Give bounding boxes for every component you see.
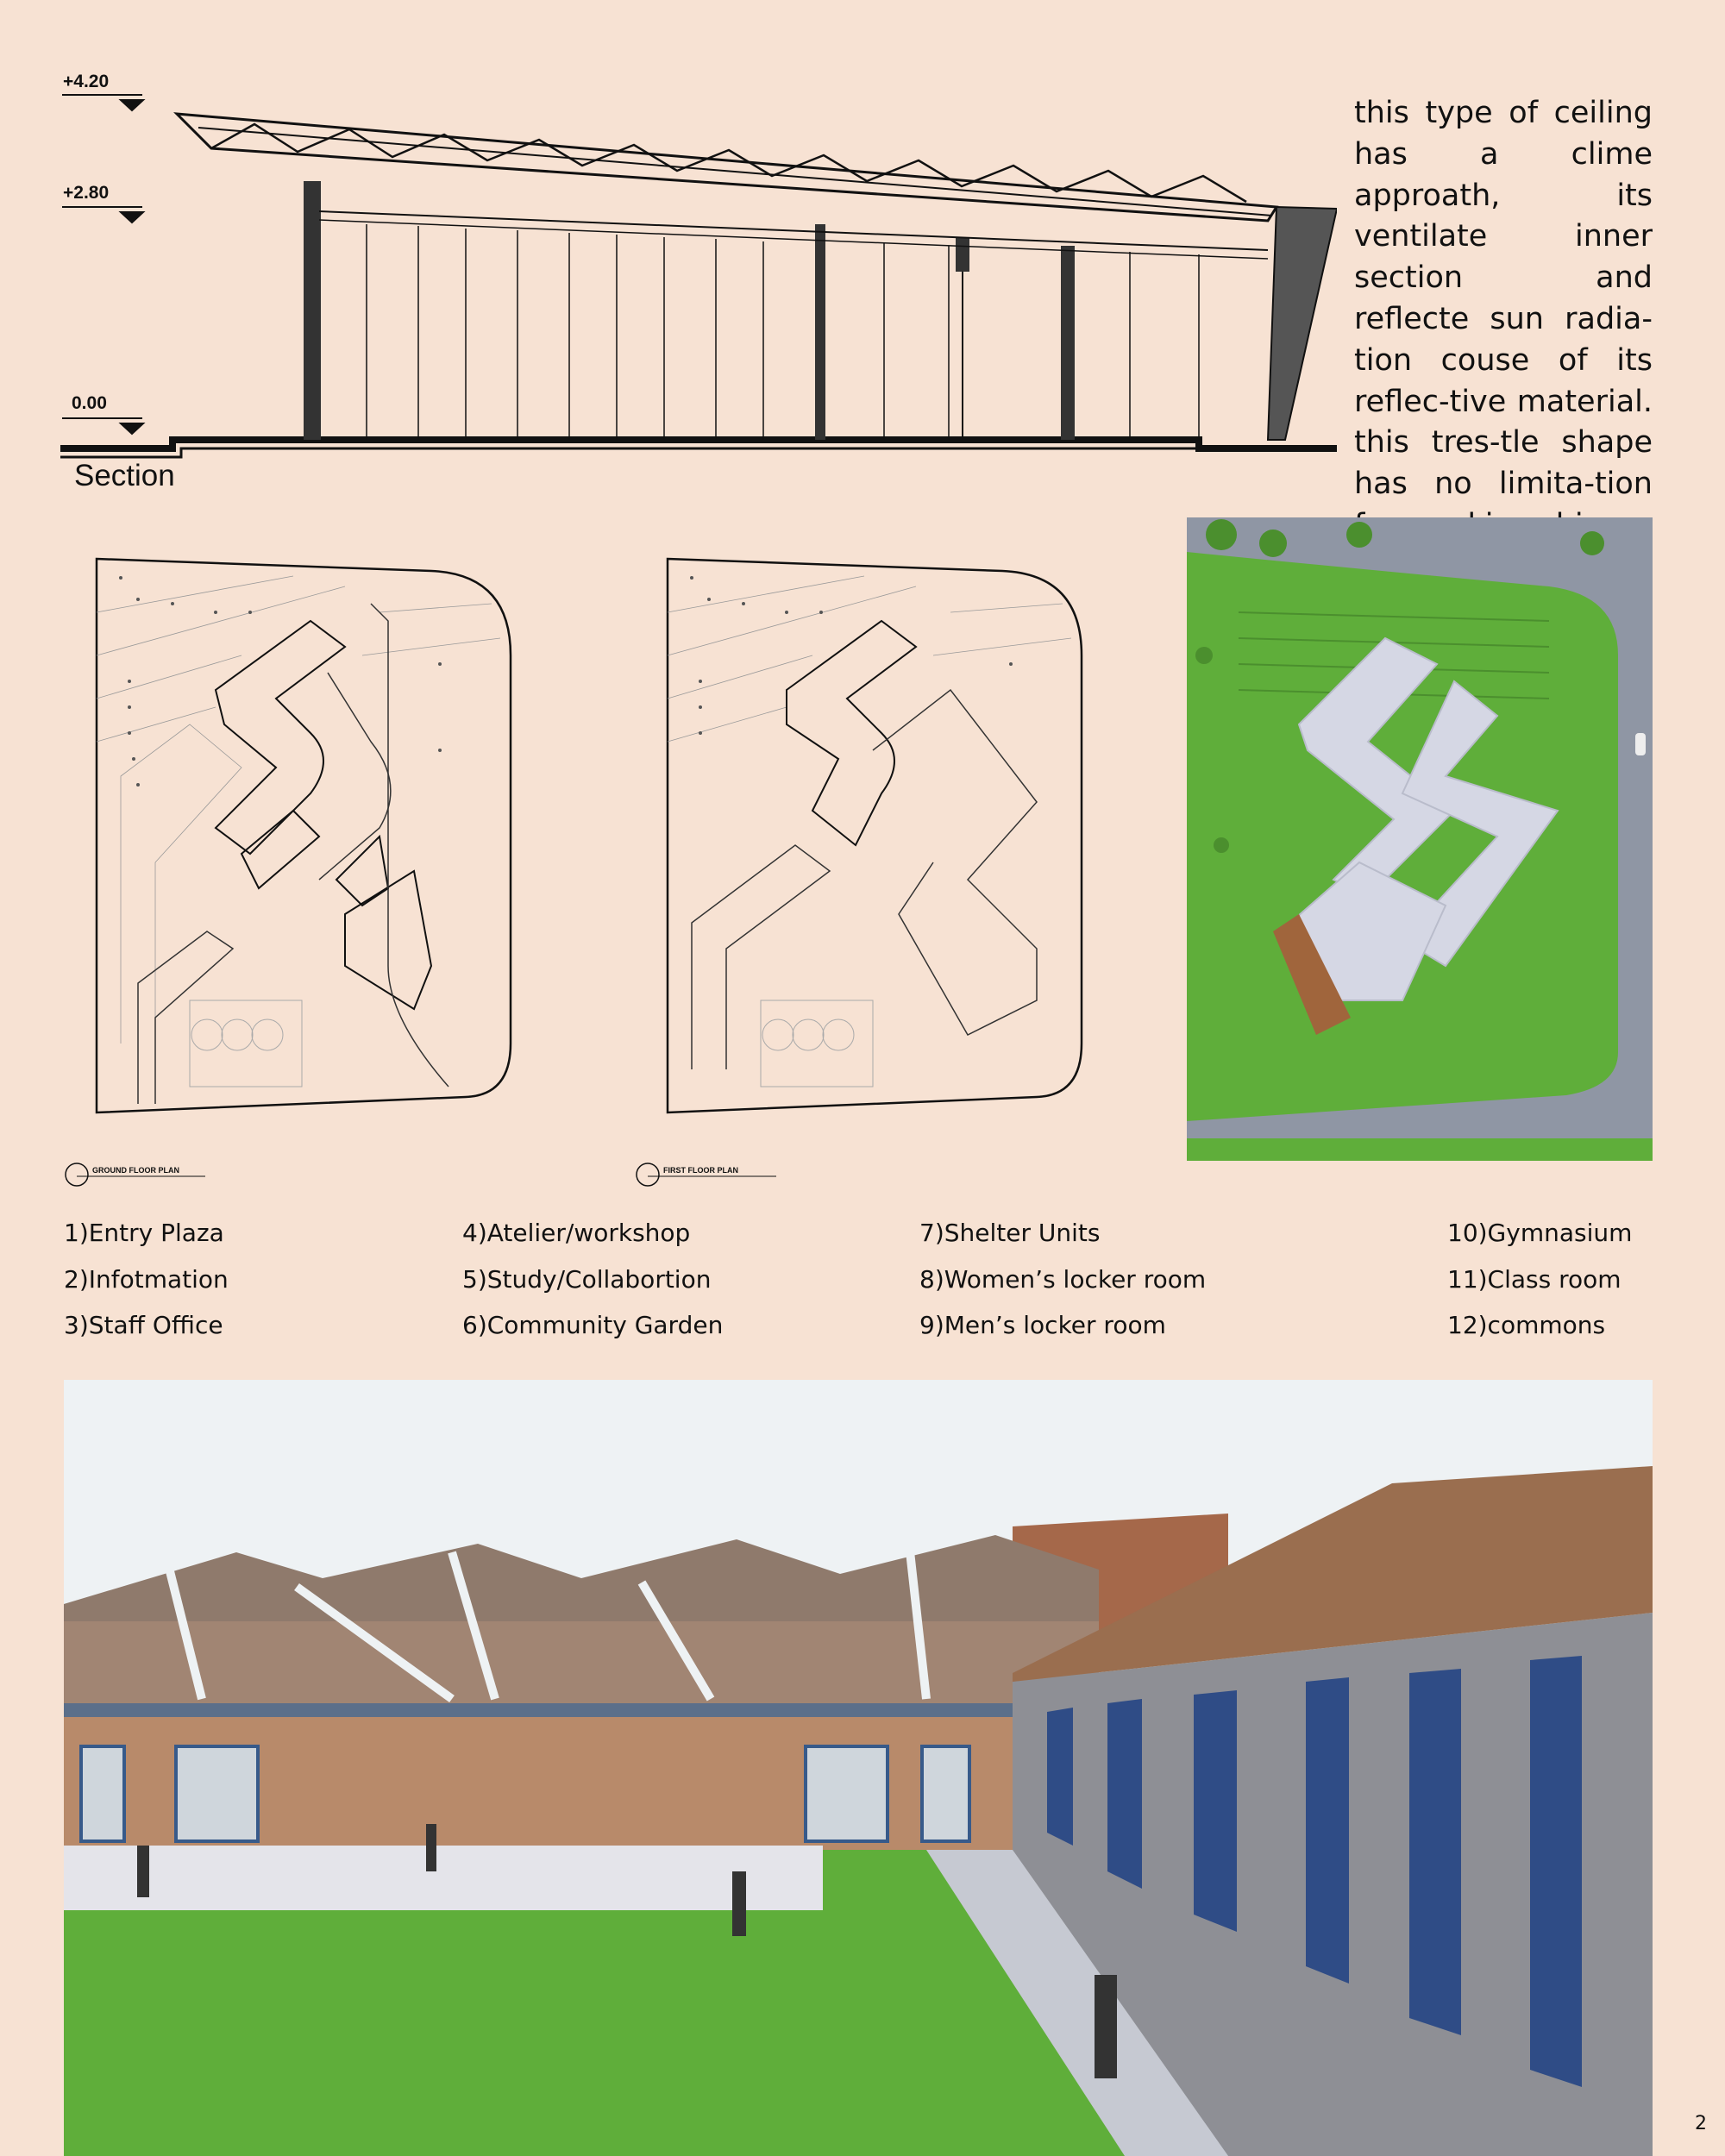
legend-column-3 [919,1216,1206,1355]
courtyard-render [64,1380,1653,2156]
legend-item: 11)Class room [1447,1264,1622,1294]
legend-item: 7)Shelter Units [919,1219,1101,1247]
level-marker-mid: +2.80 [63,183,110,203]
legend-item: 10)Gymnasium [1447,1219,1633,1247]
legend-item: 6)Community Garden [462,1311,724,1339]
legend-item: 5)Study/Collabortion [462,1264,712,1294]
legend-column-1 [64,1216,229,1355]
level-marker-ground: 0.00 [72,393,107,413]
level-marker-top: +4.20 [63,72,110,91]
section-drawing [60,60,1337,474]
legend-item: 1)Entry Plaza [64,1219,224,1247]
legend-item: 9)Men’s locker room [919,1311,1166,1339]
ground-floor-plan [86,552,518,1130]
first-floor-plan-title: FIRST FLOOR PLAN [663,1166,738,1175]
legend-column-2 [462,1216,723,1355]
section-label: Section [74,459,175,492]
legend-item: 8)Women’s locker room [919,1264,1207,1294]
ground-floor-plan-title: GROUND FLOOR PLAN [92,1166,179,1175]
ceiling-description: this type of ceiling has a clime approath, its ventilate inner section and reflecte sun radia-tion couse of its reflec-tive material. this tres-tle shape has no limita-tion [1354,96,1653,502]
first-floor-plan [657,552,1088,1130]
legend-item: 12)commons [1447,1311,1606,1339]
legend-column-4 [1447,1216,1632,1355]
page-number: 2 [1695,2113,1707,2134]
aerial-render [1187,517,1653,1161]
legend-item: 3)Staff Office [64,1311,223,1339]
legend-item: 4)Atelier/workshop [462,1219,691,1247]
legend-item: 2)Infotmation [64,1264,229,1294]
